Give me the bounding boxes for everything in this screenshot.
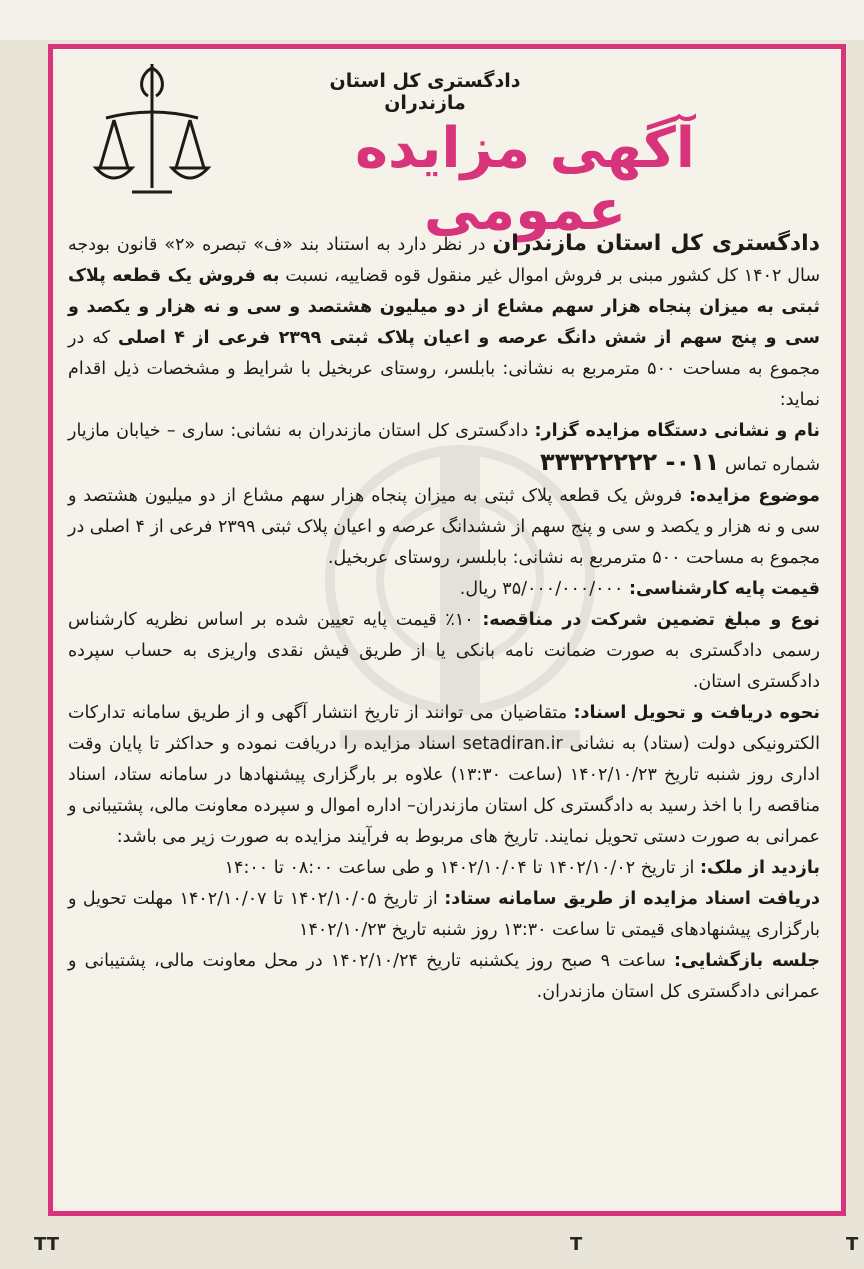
ad-body bbox=[68, 228, 820, 1008]
opening-paragraph bbox=[68, 946, 820, 1008]
guarantee-label: نوع و مبلغ تضمین شرکت در مناقصه: bbox=[482, 610, 820, 630]
documents-label: نحوه دریافت و تحویل اسناد: bbox=[573, 703, 820, 723]
intro-text-1: در نظر دارد به استناد بند «ف» تبصره «۲» قانون بودجه سال ۱۴۰۲ کل کشور مبنی بر فروش اموال غیر منقول قوه قضاییه، نسبت bbox=[68, 235, 820, 286]
court-name-header: دادگستری کل استان مازندران bbox=[329, 70, 521, 114]
footer-middle-mark: T bbox=[570, 1234, 583, 1255]
base-price-text: ۳۵/۰۰۰/۰۰۰/۰۰۰ ریال. bbox=[459, 579, 629, 599]
guarantee-text: ۱۰٪ قیمت پایه تعیین شده بر اساس نظریه کارشناس رسمی دادگستری به صورت ضمانت نامه بانکی یا از طریق فیش نقدی واریزی به حساب سپرده دادگستری استان. bbox=[68, 610, 820, 692]
opening-label: جلسه بازگشایی: bbox=[674, 951, 820, 971]
guarantee-paragraph bbox=[68, 605, 820, 698]
receive-docs-text: از تاریخ ۱۴۰۲/۱۰/۰۵ تا ۱۴۰۲/۱۰/۰۷ مهلت تحویل و بارگزاری پیشنهادهای قیمتی تا ساعت ۱۳:۳۰ روز شنبه تاریخ ۱۴۰۲/۱۰/۲۳ bbox=[68, 889, 820, 940]
visit-paragraph bbox=[68, 853, 820, 884]
opening-text: ساعت ۹ صبح روز یکشنبه تاریخ ۱۴۰۲/۱۰/۲۴ در محل معاونت مالی، پشتیبانی و عمرانی دادگستری کل استان مازندران. bbox=[68, 951, 820, 1002]
base-price-label: قیمت پایه کارشناسی: bbox=[628, 579, 820, 599]
intro-lead: دادگستری کل استان مازندران bbox=[492, 231, 821, 256]
organizer-phone: ۰۱۱- ۳۳۳۲۲۲۲۲ bbox=[539, 448, 720, 476]
subject-paragraph bbox=[68, 481, 820, 574]
footer-right-mark: T bbox=[846, 1234, 859, 1255]
organizer-paragraph bbox=[68, 416, 820, 481]
headline-title: آگهی مزایده عمومی bbox=[354, 116, 696, 243]
receive-docs-label: دریافت اسناد مزایده از طریق سامانه ستاد: bbox=[444, 889, 821, 909]
receive-docs-paragraph bbox=[68, 884, 820, 946]
top-paper-strip bbox=[0, 0, 864, 40]
documents-text: متقاضیان می توانند از تاریخ انتشار آگهی و از طریق سامانه تدارکات الکترونیکی دولت (ستاد) به نشانی setadiran.ir اسناد مزایده را دریافت نموده و حداکثر تا پایان وقت اداری روز شنبه تاریخ ۱۴۰۲/۱۰/۲۳ (ساعت ۱۳:۳۰) علاوه بر بارگزاری پیشنهادها در سامانه ستاد، اسناد مناقصه را با اخذ رسید به دادگستری کل استان مازندران– اداره اموال و سپرده معاونت مالی، پشتیبانی و عمرانی به صورت دستی تحویل نمایند. تاریخ های مربوط به فرآیند مزایده به صورت زیر می باشد: bbox=[68, 703, 821, 847]
intro-bold-text: به فروش یک قطعه پلاک ثبتی به میزان پنجاه هزار سهم مشاع از دو میلیون هشتصد و سی و نه هزار و یکصد و سی و پنج سهم از شش دانگ عرصه و اعیان پلاک ثبتی ۲۳۹۹ فرعی از ۴ اصلی bbox=[68, 266, 820, 348]
visit-label: بازدید از ملک: bbox=[699, 858, 820, 878]
organizer-label: نام و نشانی دستگاه مزایده گزار: bbox=[534, 421, 820, 441]
visit-text: از تاریخ ۱۴۰۲/۱۰/۰۲ تا ۱۴۰۲/۱۰/۰۴ و طی ساعت ۰۸:۰۰ تا ۱۴:۰۰ bbox=[224, 858, 700, 878]
organizer-text: دادگستری کل استان مازندران به نشانی: ساری – خیابان مازیار شماره تماس bbox=[68, 421, 820, 475]
footer-left-mark: TT bbox=[34, 1234, 59, 1255]
intro-paragraph bbox=[68, 228, 820, 416]
iran-emblem-scales-icon bbox=[92, 60, 212, 200]
subject-text: فروش یک قطعه پلاک ثبتی به میزان پنجاه هزار سهم مشاع از دو میلیون هشتصد و سی و نه هزار و یکصد و سی و پنج سهم از ششدانگ عرصه و اعیان پلاک ثبتی ۲۳۹۹ فرعی از ۴ اصلی در مجموع به مساحت ۵۰۰ مترمربع به نشانی: بابلسر، روستای عربخیل. bbox=[68, 486, 820, 568]
documents-paragraph bbox=[68, 698, 820, 853]
base-price-paragraph bbox=[68, 574, 820, 605]
subject-label: موضوع مزایده: bbox=[689, 486, 820, 506]
intro-text-2: که در مجموع به مساحت ۵۰۰ مترمربع به نشانی: بابلسر، روستای عربخیل با شرایط و مشخصات ذیل اقدام نماید: bbox=[68, 328, 821, 410]
